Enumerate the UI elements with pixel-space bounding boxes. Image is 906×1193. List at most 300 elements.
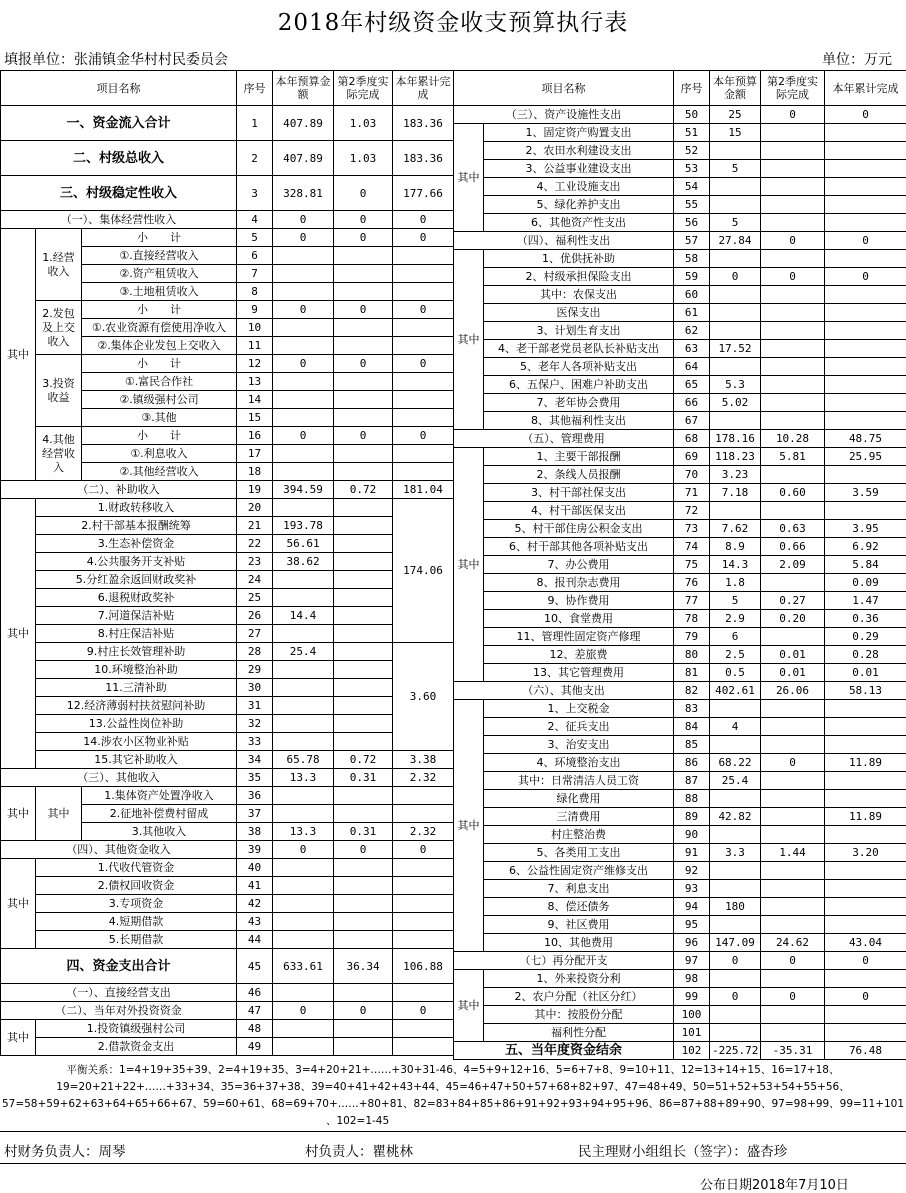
cell-q2 [334,1038,393,1056]
balance-formula [0,1062,906,1130]
formula-line: 、102=1-45 [0,1113,906,1130]
cell-budget [273,931,334,949]
cell-seq: 99 [674,988,710,1006]
cell-cum [393,319,454,337]
cell-seq: 14 [237,391,273,409]
header-q2: 第2季度实际完成 [334,71,393,106]
cell-seq: 80 [674,646,710,664]
cell-item: 5、各类用工支出 [484,844,674,862]
cell-seq: 68 [674,430,710,448]
cell-q2 [334,661,393,679]
cell-q2: 1.03 [334,141,393,176]
cell-seq: 77 [674,592,710,610]
cell-budget: 6 [710,628,761,646]
cell-item: 4、工业设施支出 [484,178,674,196]
cell-budget: 14.3 [710,556,761,574]
cell-item: 三、村级稳定性收入 [1,176,237,211]
cell-q2: 0.72 [334,481,393,499]
cell-budget [273,337,334,355]
cell-item: （三）、资产设施性支出 [454,106,674,124]
cell-cum: 3.38 [393,751,454,769]
cell-q2 [334,499,393,517]
cell-cum: 2.32 [393,823,454,841]
cell-q2: 0.01 [761,664,825,682]
cell-budget [273,265,334,283]
cell-seq: 6 [237,247,273,265]
cell-budget [710,502,761,520]
cell-budget: 1.8 [710,574,761,592]
cell-item: 4.公共服务开支补贴 [36,553,237,571]
cell-seq: 63 [674,340,710,358]
cell-item: 5、绿化养护支出 [484,196,674,214]
cell-item: 10、其他费用 [484,934,674,952]
table-row [1,499,454,517]
cell-item: ③.土地租赁收入 [82,283,237,301]
cell-seq: 90 [674,826,710,844]
cell-cum: 0 [825,988,906,1006]
cell-cum [825,250,906,268]
finance-group-leader: 民主理财小组组长（签字）：盛杏珍 [578,1140,787,1160]
cell-q2 [334,787,393,805]
table-row [1,1020,454,1038]
cell-q2 [334,607,393,625]
cell-budget [273,913,334,931]
cell-cum [393,283,454,301]
cell-seq: 64 [674,358,710,376]
table-row [1,106,454,141]
cell-cum [825,970,906,988]
qizhong-label: 其中 [454,124,484,232]
cell-cum [825,790,906,808]
cell-budget [710,196,761,214]
cell-q2: 0 [334,176,393,211]
table-row [454,358,906,376]
cell-q2 [761,574,825,592]
cell-budget [710,358,761,376]
table-row [454,754,906,772]
table-row [1,787,454,805]
publish-date: 公布日期2018年7月10日 [700,1174,849,1193]
table-row [1,1002,454,1020]
cell-q2 [334,409,393,427]
cell-budget: 0 [273,301,334,319]
cell-seq: 55 [674,196,710,214]
cell-seq: 46 [237,984,273,1002]
cell-budget: 14.4 [273,607,334,625]
cell-cum: 76.48 [825,1042,906,1060]
cell-q2: 0 [334,427,393,445]
cell-budget: 13.3 [273,769,334,787]
cell-seq: 70 [674,466,710,484]
cell-item: 12.经济薄弱村扶贫慰问补助 [36,697,237,715]
cell-item: 1.投资镇级强村公司 [36,1020,237,1038]
cell-budget: 68.22 [710,754,761,772]
cell-cum [825,160,906,178]
cell-seq: 61 [674,304,710,322]
cell-item: （五）、管理费用 [454,430,674,448]
cell-q2 [334,463,393,481]
cell-q2 [761,250,825,268]
cell-seq: 18 [237,463,273,481]
cell-item: 8.村庄保洁补贴 [36,625,237,643]
cell-q2: 0 [334,301,393,319]
table-row [454,988,906,1006]
cell-budget: 25 [710,106,761,124]
cell-item: 9、社区费用 [484,916,674,934]
table-row [1,481,454,499]
qizhong-label: 其中 [1,859,36,949]
cell-budget [273,445,334,463]
cell-cum [393,895,454,913]
table-row [454,808,906,826]
header-budget: 本年预算金额 [273,71,334,106]
cell-item: 4、村干部医保支出 [484,502,674,520]
cell-q2: 0.20 [761,610,825,628]
cell-cum: 0 [825,952,906,970]
header-item: 项目名称 [454,71,674,106]
cell-item: 10.环境整治补助 [36,661,237,679]
cell-item: 其中：按股份分配 [484,1006,674,1024]
cell-item: （四）、其他资金收入 [1,841,237,859]
cell-budget: 0 [273,427,334,445]
cell-seq: 87 [674,772,710,790]
cell-seq: 48 [237,1020,273,1038]
cell-seq: 13 [237,373,273,391]
group-label: 3.投资收益 [36,355,82,427]
cell-item: 11.三清补助 [36,679,237,697]
cell-budget [273,319,334,337]
cell-seq: 59 [674,268,710,286]
cell-q2 [761,1024,825,1042]
cell-budget [273,787,334,805]
table-row [454,106,906,124]
cell-seq: 89 [674,808,710,826]
table-row [1,841,454,859]
cell-seq: 27 [237,625,273,643]
cell-q2 [761,718,825,736]
cell-seq: 32 [237,715,273,733]
cell-seq: 39 [237,841,273,859]
cell-seq: 75 [674,556,710,574]
cell-q2 [334,319,393,337]
cell-seq: 19 [237,481,273,499]
cell-q2: 24.62 [761,934,825,952]
cell-seq: 66 [674,394,710,412]
cell-item: 5.分红盈余返回财政奖补 [36,571,237,589]
cell-q2 [334,445,393,463]
table-row [1,895,454,913]
cell-budget: 25.4 [273,643,334,661]
cell-budget [710,142,761,160]
cell-budget: 17.52 [710,340,761,358]
cell-q2 [334,535,393,553]
cell-seq: 91 [674,844,710,862]
table-row [1,913,454,931]
header-budget: 本年预算金额 [710,71,761,106]
cell-budget [273,895,334,913]
cell-q2: 1.03 [334,106,393,141]
cell-seq: 41 [237,877,273,895]
cell-seq: 5 [237,229,273,247]
table-header [454,71,906,106]
reporting-unit: 填报单位：张浦镇金华村村民委员会 [4,49,228,69]
cell-item: 3.其他收入 [82,823,237,841]
table-row [454,772,906,790]
header-seq: 序号 [674,71,710,106]
cell-item: ①.直接经营收入 [82,247,237,265]
cell-budget [273,877,334,895]
cell-cum [825,736,906,754]
cell-cum: 11.89 [825,808,906,826]
cell-seq: 42 [237,895,273,913]
cell-seq: 10 [237,319,273,337]
cell-q2 [334,265,393,283]
cell-cum [825,340,906,358]
cell-q2 [334,553,393,571]
table-row [454,142,906,160]
cell-budget [273,984,334,1002]
finance-officer: 村财务负责人：周琴 [4,1140,126,1160]
table-row [1,715,454,733]
table-row [454,502,906,520]
cell-cum: 0 [393,427,454,445]
table-row [454,718,906,736]
qizhong-label: 其中 [1,787,36,841]
cell-q2 [334,715,393,733]
cell-budget: 0 [710,268,761,286]
table-row [1,229,454,247]
cell-item: （四）、福利性支出 [454,232,674,250]
cell-item: 3.生态补偿资金 [36,535,237,553]
cell-q2 [761,286,825,304]
cell-q2 [334,517,393,535]
cell-q2: 0 [334,229,393,247]
cell-budget: 8.9 [710,538,761,556]
cell-item: 2.债权回收资金 [36,877,237,895]
right-budget-table [453,70,906,1060]
table-row [454,214,906,232]
qizhong-label: 其中 [36,787,82,841]
cell-cum [825,862,906,880]
cell-seq: 85 [674,736,710,754]
cell-item: 1.财政转移收入 [36,499,237,517]
table-row [454,664,906,682]
cell-cum: 0 [393,301,454,319]
cell-seq: 97 [674,952,710,970]
cell-item: 6、五保户、困难户补助支出 [484,376,674,394]
table-row [454,880,906,898]
cell-item: 三清费用 [484,808,674,826]
cell-seq: 20 [237,499,273,517]
cell-q2: 26.06 [761,682,825,700]
table-row [454,196,906,214]
cell-item: 4.短期借款 [36,913,237,931]
cell-cum [393,984,454,1002]
cell-seq: 82 [674,682,710,700]
cell-seq: 21 [237,517,273,535]
cell-cum: 0.01 [825,664,906,682]
cell-q2 [334,913,393,931]
cell-seq: 101 [674,1024,710,1042]
cell-seq: 93 [674,880,710,898]
cell-cum [825,466,906,484]
cell-q2 [334,283,393,301]
cell-budget [710,916,761,934]
table-row [454,916,906,934]
cell-budget: 5 [710,592,761,610]
cell-item: 9.村庄长效管理补助 [36,643,237,661]
cell-budget: 65.78 [273,751,334,769]
cell-item: 5.长期借款 [36,931,237,949]
cell-cum [825,412,906,430]
cell-cum [825,196,906,214]
cell-budget: 7.62 [710,520,761,538]
cell-item: 1.代收代管资金 [36,859,237,877]
cell-item: 2、农户分配（社区分红） [484,988,674,1006]
qizhong-label: 其中 [1,499,36,769]
table-row [1,141,454,176]
cell-cum [825,880,906,898]
cell-item: 11、管理性固定资产修理 [484,628,674,646]
currency-unit: 单位：万元 [822,49,892,69]
cell-item: ①.利息收入 [82,445,237,463]
cell-item: 四、资金支出合计 [1,949,237,984]
cell-seq: 11 [237,337,273,355]
cell-item: 4、老干部老党员老队长补贴支出 [484,340,674,358]
cell-q2: 5.81 [761,448,825,466]
header-q2: 第2季度实际完成 [761,71,825,106]
cell-q2 [334,697,393,715]
cell-seq: 51 [674,124,710,142]
cell-budget: 0 [710,952,761,970]
cell-q2 [761,304,825,322]
cell-cum [825,502,906,520]
cell-seq: 95 [674,916,710,934]
cell-cum: 25.95 [825,448,906,466]
cell-seq: 100 [674,1006,710,1024]
cell-budget [273,373,334,391]
cell-budget [710,178,761,196]
cell-budget: 56.61 [273,535,334,553]
cell-seq: 38 [237,823,273,841]
cell-budget: 15 [710,124,761,142]
cell-budget [710,322,761,340]
cell-item: ②.集体企业发包上交收入 [82,337,237,355]
cell-seq: 35 [237,769,273,787]
cell-q2: 0 [761,232,825,250]
cell-seq: 96 [674,934,710,952]
cell-budget: 0 [273,229,334,247]
cell-q2: 0.01 [761,646,825,664]
cell-seq: 33 [237,733,273,751]
cell-q2: 0.31 [334,769,393,787]
cell-cum [825,286,906,304]
cell-seq: 84 [674,718,710,736]
table-row [454,646,906,664]
group-label: 1.经营收入 [36,229,82,301]
cell-cum [393,877,454,895]
cell-seq: 62 [674,322,710,340]
table-row [454,484,906,502]
cell-q2: 0 [761,952,825,970]
cell-item: 8、其他福利性支出 [484,412,674,430]
cell-item: 3、公益事业建设支出 [484,160,674,178]
cell-item: 6.退税财政奖补 [36,589,237,607]
cell-cum: 0 [393,841,454,859]
cell-budget: 4 [710,718,761,736]
cell-q2 [761,412,825,430]
cell-q2 [761,772,825,790]
cell-item: 1、上交税金 [484,700,674,718]
qizhong-label: 其中 [454,970,484,1042]
cell-cum: 2.32 [393,769,454,787]
divider [0,1163,906,1164]
cell-budget [710,250,761,268]
cell-seq: 37 [237,805,273,823]
cell-cum: 3.59 [825,484,906,502]
merged-cum-28-33: 3.60 [393,643,454,751]
cell-q2 [761,394,825,412]
formula-line: 平衡关系：1=4+19+35+39、2=4+19+35、3=4+20+21+……+30+31-46、4=5+9+12+16、5=6+7+8、9=10+11、12=13+14+15、16=17+18、 [0,1062,906,1079]
cell-budget: 2.5 [710,646,761,664]
cell-seq: 17 [237,445,273,463]
cell-budget [710,1024,761,1042]
cell-cum [825,376,906,394]
table-row [1,211,454,229]
cell-seq: 52 [674,142,710,160]
table-row [454,934,906,952]
cell-budget [710,736,761,754]
cell-seq: 1 [237,106,273,141]
cell-item: 9、协作费用 [484,592,674,610]
cell-item: 2、条线人员报酬 [484,466,674,484]
cell-item: 其中：农保支出 [484,286,674,304]
table-row [454,826,906,844]
cell-item: 1、固定资产购置支出 [484,124,674,142]
cell-budget [273,733,334,751]
cell-seq: 86 [674,754,710,772]
cell-budget: 25.4 [710,772,761,790]
cell-seq: 40 [237,859,273,877]
cell-item: 小 计 [82,355,237,373]
cell-item: 一、资金流入合计 [1,106,237,141]
cell-cum [825,700,906,718]
cell-seq: 71 [674,484,710,502]
cell-q2: 0 [761,106,825,124]
cell-item: 7、利息支出 [484,880,674,898]
cell-cum: 0.09 [825,574,906,592]
page-title: 2018年村级资金收支预算执行表 [0,4,906,37]
table-row [454,178,906,196]
cell-item: 2、村级承担保险支出 [484,268,674,286]
cell-q2 [761,340,825,358]
table-row [454,844,906,862]
cell-q2: 0.72 [334,751,393,769]
cell-q2: 2.09 [761,556,825,574]
cell-budget: 7.18 [710,484,761,502]
cell-item: 10、食堂费用 [484,610,674,628]
cell-q2 [761,376,825,394]
cell-budget [273,697,334,715]
table-row [1,769,454,787]
cell-budget [710,1006,761,1024]
cell-seq: 76 [674,574,710,592]
cell-seq: 15 [237,409,273,427]
cell-q2 [334,859,393,877]
table-row [454,736,906,754]
table-row [454,448,906,466]
cell-budget: 0 [273,355,334,373]
